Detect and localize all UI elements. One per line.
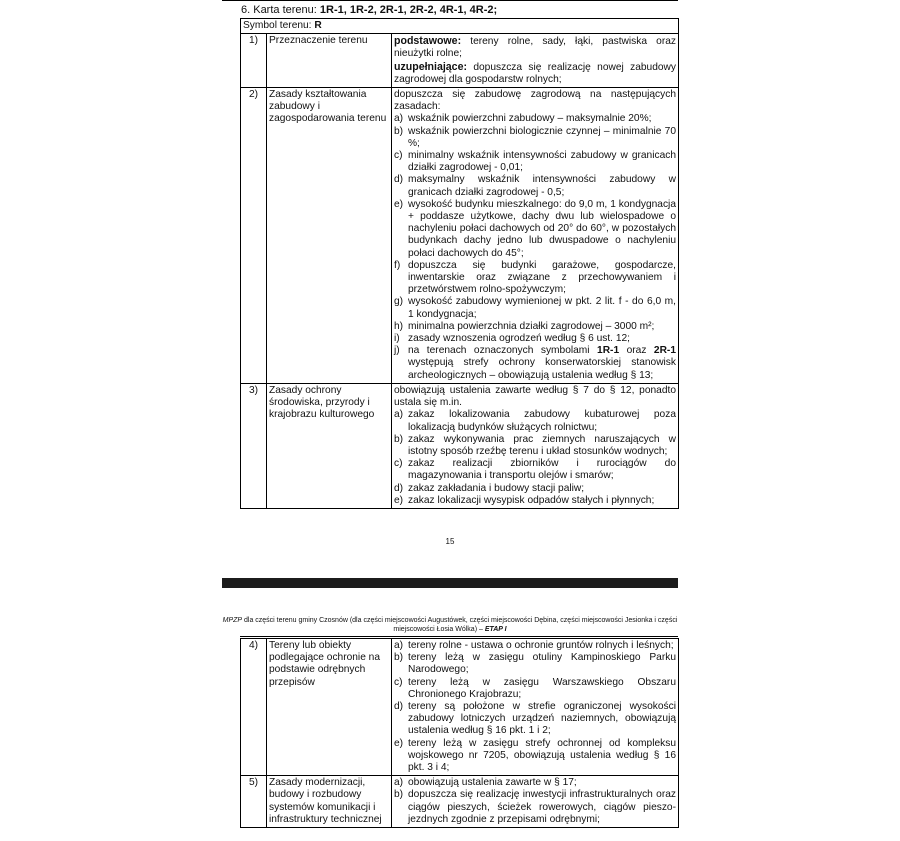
page-divider (222, 578, 678, 588)
symbol-prefix: Symbol terenu: (243, 20, 315, 31)
running-header: MPZP dla części terenu gminy Czosnów (dla części miejscowości Augustówek, części miejscowości Dębina, części miejscowości Jesionka i części miejscowości Łosia Wólka) – ETAP I (222, 617, 678, 633)
supplementary-label: uzupełniające: (394, 60, 467, 73)
row-label: Zasady ochrony środowiska, przyrody i krajobrazu kulturowego (267, 383, 392, 508)
list-item: b) zakaz wykonywania prac ziemnych naruszających w istotny sposób rzeźbę terenu i układ stosunków wodnych; (394, 433, 676, 457)
row-label: Tereny lub obiekty podlegające ochronie na podstawie odrębnych przepisów (267, 639, 392, 776)
row-number: 3) (241, 383, 267, 508)
list-item: j) na terenach oznaczonych symbolami 1R-1 oraz 2R-1 występują strefy ochrony konserwatorskiej stanowisk archeologicznych – obowiązują ustalenia według § 13; (394, 345, 676, 381)
row-number: 4) (241, 639, 267, 776)
document-page-16 (222, 588, 678, 841)
stage-label: ETAP I (484, 626, 507, 633)
rule-list (394, 113, 676, 381)
table-row (241, 88, 679, 384)
rule-list (394, 777, 676, 826)
symbol-code: R (314, 20, 322, 31)
list-item: e) zakaz lokalizacji wysypisk odpadów stałych i płynnych; (394, 494, 655, 506)
row-number: 5) (241, 776, 267, 828)
row-label: Zasady kształtowania zabudowy i zagospodarowania terenu (267, 88, 392, 384)
row-intro: obowiązują ustalenia zawarte według § 7 do § 12, ponadto ustala się m.in. (394, 384, 676, 409)
list-item: i) zasady wznoszenia ogrodzeń według § 6 ust. 12; (394, 333, 631, 345)
terrain-card-table-continued (240, 638, 679, 828)
list-item: f) dopuszcza się budynki garażowe, gospodarcze, inwentarskie oraz związane z przechowywaniem i przetwórstwem rolno-spożywczym; (394, 259, 676, 296)
row-label: Przeznaczenie terenu (267, 34, 392, 88)
list-item: e) tereny leżą w zasięgu strefy ochronnej od kompleksu wojskowego nr 7205, obowiązują ustalenia według § 16 pkt. 3 i 4; (394, 737, 676, 774)
supplementary-text: dopuszcza się realizację nowej zabudowy zagrodowej dla gospodarstw rolnych; (394, 61, 676, 85)
row-number: 1) (241, 34, 267, 88)
list-item: c) minimalny wskaźnik intensywności zabudowy w granicach działki zagrodowej - 0,01; (394, 150, 676, 174)
list-item: b) tereny leżą w zasięgu otuliny Kampinoskiego Parku Narodowego; (394, 652, 676, 676)
table-row-symbol (241, 19, 679, 34)
rule-list (394, 409, 676, 507)
document-page-15 (222, 0, 678, 579)
list-item: a) tereny rolne - ustawa o ochronie gruntów rolnych i leśnych; (394, 640, 674, 651)
row-intro: dopuszcza się zabudowę zagrodową na następujących zasadach: (394, 89, 676, 113)
table-row (241, 776, 679, 828)
list-item: b) wskaźnik powierzchni biologicznie czynnej – minimalnie 70 %; (394, 125, 676, 149)
list-item: e) wysokość budynku mieszkalnego: do 9,0 m, 1 kondygnacja + poddasze użytkowe, dachy dwu lub wielospadowe o nachyleniu połaci dachowych od 20° do 60°, w pozostałych budynkach dachy jedno lub dwuspadowe o nachyleniu połaci dachowych do 45°; (394, 198, 676, 259)
list-item: a) zakaz lokalizowania zabudowy kubaturowej poza lokalizacją budynków służących rolnictwu; (394, 409, 676, 433)
list-item: g) wysokość zabudowy wymienionej w pkt. 2 lit. f - do 6,0 m, 1 kondygnacja; (394, 296, 676, 320)
rule-list (394, 640, 676, 774)
card-heading-codes: 1R-1, 1R-2, 2R-1, 2R-2, 4R-1, 4R-2; (319, 4, 498, 16)
list-item: a) obowiązują ustalenia zawarte w § 17; (394, 777, 577, 789)
list-item: c) zakaz realizacji zbiorników i rurociągów do magazynowania i transportu olejów i smarów; (394, 458, 676, 482)
primary-text: tereny rolne, sady, łąki, pastwiska oraz nieużytki rolne; (394, 36, 676, 60)
list-item: d) zakaz zakładania i budowy stacji paliw; (394, 482, 585, 494)
table-row (241, 383, 679, 508)
list-item: a) wskaźnik powierzchni zabudowy – maksymalnie 20%; (394, 113, 652, 125)
table-row (241, 639, 679, 776)
table-row (241, 34, 679, 88)
primary-label: podstawowe: (394, 35, 462, 48)
list-item: c) tereny leżą w zasięgu Warszawskiego Obszaru Chronionego Krajobrazu; (394, 676, 676, 700)
list-item: h) minimalna powierzchnia działki zagrodowej – 3000 m²; (394, 320, 655, 332)
list-item: d) tereny są położone w strefie ograniczonej wysokości zabudowy lotniczych urządzeń naziemnych, obowiązują ustalenia według § 16 pkt. 1 i 2; (394, 701, 676, 737)
row-content (392, 88, 679, 384)
header-rule (240, 636, 678, 637)
card-heading-prefix: 6. Karta terenu: (241, 4, 320, 16)
row-content (392, 34, 679, 88)
list-item: d) maksymalny wskaźnik intensywności zabudowy w granicach działki zagrodowej - 0,5; (394, 174, 676, 198)
row-number: 2) (241, 88, 267, 384)
page-number: 15 (445, 537, 455, 546)
row-label: Zasady modernizacji, budowy i rozbudowy systemów komunikacji i infrastruktury technicznej (267, 776, 392, 828)
card-heading (241, 4, 497, 16)
row-content (392, 639, 679, 776)
list-item: b) dopuszcza się realizację inwestycji infrastrukturalnych oraz ciągów pieszych, ścieżek rowerowych, ciągów pieszo-jezdnych zgodnie z przepisami odrębnymi; (394, 789, 676, 825)
symbol-cell (241, 19, 679, 34)
terrain-card-table (240, 18, 679, 509)
row-content (392, 383, 679, 508)
row-content (392, 776, 679, 828)
